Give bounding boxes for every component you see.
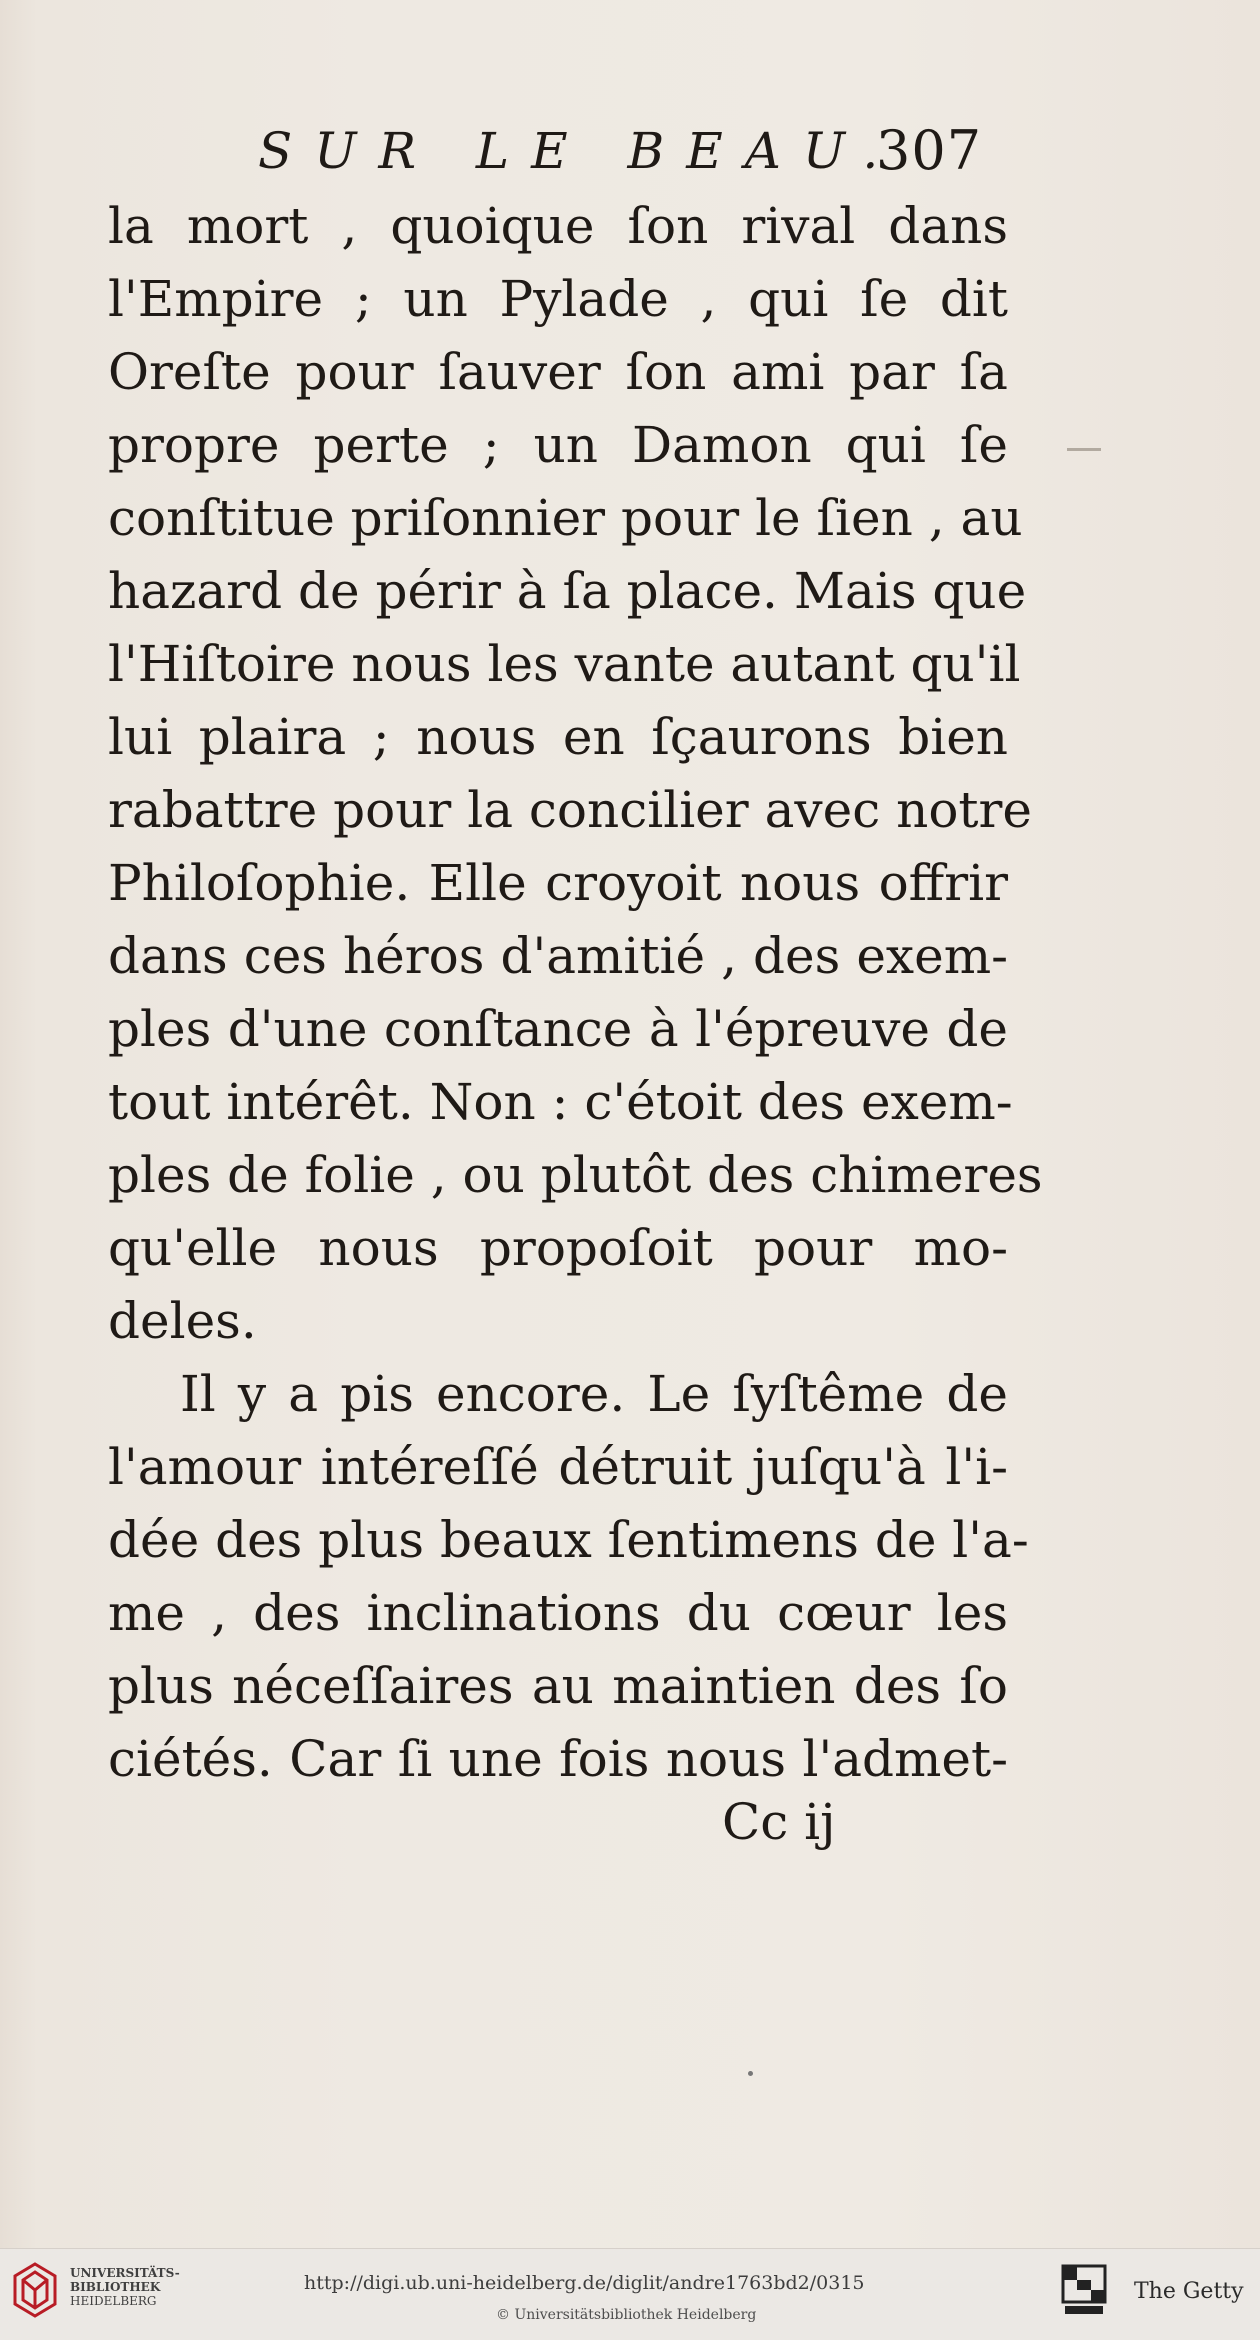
text-line: deles. — [108, 1292, 257, 1350]
text-line: rabattre pour la concilier avec notre — [108, 781, 1032, 839]
ink-dot — [748, 2071, 753, 2076]
running-head-title: SUR LE BEAU. — [258, 122, 901, 180]
text-line: Philoſophie. Elle croyoit nous offrir — [108, 854, 1008, 912]
signature-mark: Cc ij — [722, 1793, 836, 1851]
text-line: qu'elle nous propoſoit pour mo- — [108, 1219, 1008, 1277]
text-line: Il y a pis encore. Le ſyſtême de — [180, 1365, 1008, 1423]
text-line: ciétés. Car ſi une fois nous l'admet- — [108, 1730, 1008, 1788]
text-line: l'Hiſtoire nous les vante autant qu'il — [108, 635, 1021, 693]
university-library-logo-icon — [13, 2262, 57, 2318]
copyright-notice: © Universitätsbibliothek Heidelberg — [496, 2307, 757, 2323]
text-line: conſtitue priſonnier pour le ſien , au — [108, 489, 1023, 547]
library-name-line: BIBLIOTHEK — [70, 2280, 161, 2294]
text-line: ples d'une conſtance à l'épreuve de — [108, 1000, 1008, 1058]
library-name-line: HEIDELBERG — [70, 2294, 157, 2308]
margin-dash — [1067, 448, 1101, 451]
text-line: l'amour intéreſſé détruit juſqu'à l'i- — [108, 1438, 1008, 1496]
running-head — [108, 112, 1008, 190]
text-line: plus néceſſaires au maintien des ſo — [108, 1657, 1008, 1715]
getty-logo-icon — [1061, 2264, 1107, 2316]
getty-name: The Getty — [1134, 2279, 1244, 2304]
text-line: me , des inclinations du cœur les — [108, 1584, 1008, 1642]
library-name-line: UNIVERSITÄTS- — [70, 2266, 180, 2280]
text-line: la mort , quoique ſon rival dans — [108, 197, 1008, 255]
text-line: propre perte ; un Damon qui ſe — [108, 416, 1008, 474]
text-line: l'Empire ; un Pylade , qui ſe dit — [108, 270, 1008, 328]
text-line: dée des plus beaux ſentimens de l'a- — [108, 1511, 1029, 1569]
text-line: ples de folie , ou plutôt des chimeres — [108, 1146, 1043, 1204]
text-line: Oreſte pour ſauver ſon ami par ſa — [108, 343, 1008, 401]
text-line: lui plaira ; nous en ſçaurons bien — [108, 708, 1008, 766]
text-line: tout intérêt. Non : c'étoit des exem- — [108, 1073, 1013, 1131]
library-name — [70, 2266, 180, 2308]
page-text-block — [108, 112, 1043, 1851]
text-line: dans ces héros d'amitié , des exem- — [108, 927, 1008, 985]
page-number: 307 — [876, 119, 983, 182]
text-line: hazard de périr à ſa place. Mais que — [108, 562, 1027, 620]
permalink-url[interactable]: http://digi.ub.uni-heidelberg.de/diglit/andre1763bd2/0315 — [304, 2272, 865, 2294]
